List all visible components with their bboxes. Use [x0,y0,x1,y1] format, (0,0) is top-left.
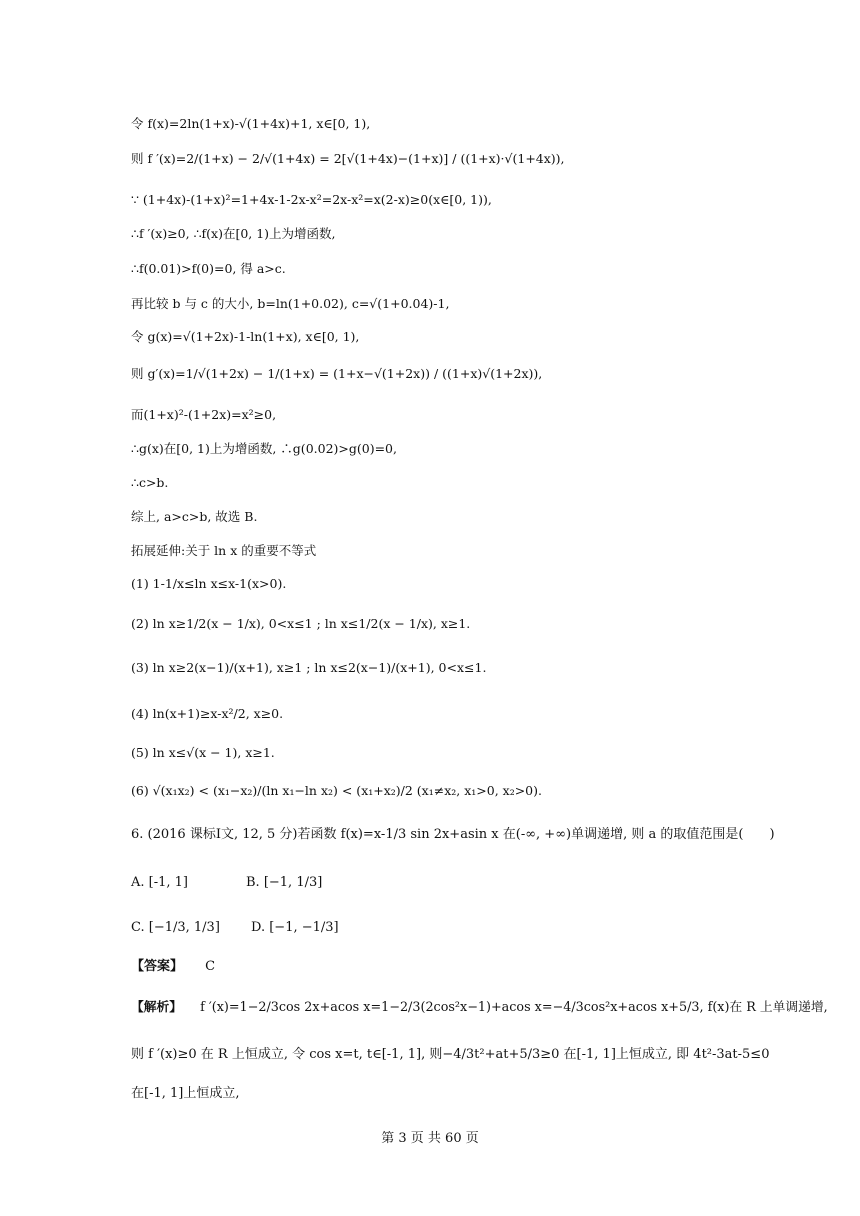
solution-line: 再比较 b 与 c 的大小, b=ln(1+0.02), c=√(1+0.04)-1, [131,296,450,311]
analysis-text: f ′(x)=1−2/3cos 2x+acos x=1−2/3(2cos²x−1)+acos x=−4/3cos²x+acos x+5/3, f(x)在 R 上单调递增, [200,1000,828,1015]
solution-line: ∵ (1+4x)-(1+x)²=1+4x-1-2x-x²=2x-x²=x(2-x)≥0(x∈[0, 1)), [131,192,492,207]
solution-line: 则 g′(x)=1/√(1+2x) − 1/(1+x) = (1+x−√(1+2x)) / ((1+x)√(1+2x)), [131,366,543,381]
inequality-item: (4) ln(x+1)≥x-x²/2, x≥0. [131,706,284,721]
solution-line: 则 f ′(x)=2/(1+x) − 2/√(1+4x) = 2[√(1+4x)−(1+x)] / ((1+x)·√(1+4x)), [131,151,565,166]
option-d: D. [−1, −1/3] [251,920,339,935]
option-c: C. [−1/3, 1/3] [131,920,220,935]
solution-line: ∴f(0.01)>f(0)=0, 得 a>c. [131,261,286,276]
inequality-item: (1) 1-1/x≤ln x≤x-1(x>0). [131,576,287,591]
solution-line: 综上, a>c>b, 故选 B. [131,509,258,524]
solution-line: ∴c>b. [131,475,169,490]
answer-row [131,959,215,975]
inequality-item: (5) ln x≤√(x − 1), x≥1. [131,745,275,760]
inequality-item: (6) √(x₁x₂) < (x₁−x₂)/(ln x₁−ln x₂) < (x₁+x₂)/2 (x₁≠x₂, x₁>0, x₂>0). [131,783,542,798]
page-footer: 第 3 页 共 60 页 [381,1131,479,1146]
answer-value: C [205,959,216,974]
inequality-item: (2) ln x≥1/2(x − 1/x), 0<x≤1 ; ln x≤1/2(x − 1/x), x≥1. [131,616,471,631]
analysis-line-1 [131,1000,828,1016]
extension-heading: 拓展延伸:关于 ln x 的重要不等式 [131,543,317,558]
solution-line: ∴g(x)在[0, 1)上为增函数, ∴g(0.02)>g(0)=0, [131,441,397,456]
question-stem: 6. (2016 课标Ⅰ文, 12, 5 分)若函数 f(x)=x-1/3 sin 2x+asin x 在(-∞, +∞)单调递增, 则 a 的取值范围是( ) [131,827,775,842]
analysis-line-2: 则 f ′(x)≥0 在 R 上恒成立, 令 cos x=t, t∈[-1, 1], 则−4/3t²+at+5/3≥0 在[-1, 1]上恒成立, 即 4t²-3at-5≤0 [131,1047,770,1062]
option-a: A. [-1, 1] [131,875,188,890]
solution-line: 令 f(x)=2ln(1+x)-√(1+4x)+1, x∈[0, 1), [131,116,371,131]
answer-label: 【答案】 [131,959,184,974]
analysis-line-3: 在[-1, 1]上恒成立, [131,1086,240,1101]
solution-line: ∴f ′(x)≥0, ∴f(x)在[0, 1)上为增函数, [131,226,336,241]
analysis-label: 【解析】 [131,1000,182,1015]
solution-line: 令 g(x)=√(1+2x)-1-ln(1+x), x∈[0, 1), [131,329,360,344]
solution-line: 而(1+x)²-(1+2x)=x²≥0, [131,407,277,422]
inequality-item: (3) ln x≥2(x−1)/(x+1), x≥1 ; ln x≤2(x−1)/(x+1), 0<x≤1. [131,660,487,675]
option-b: B. [−1, 1/3] [246,875,323,890]
